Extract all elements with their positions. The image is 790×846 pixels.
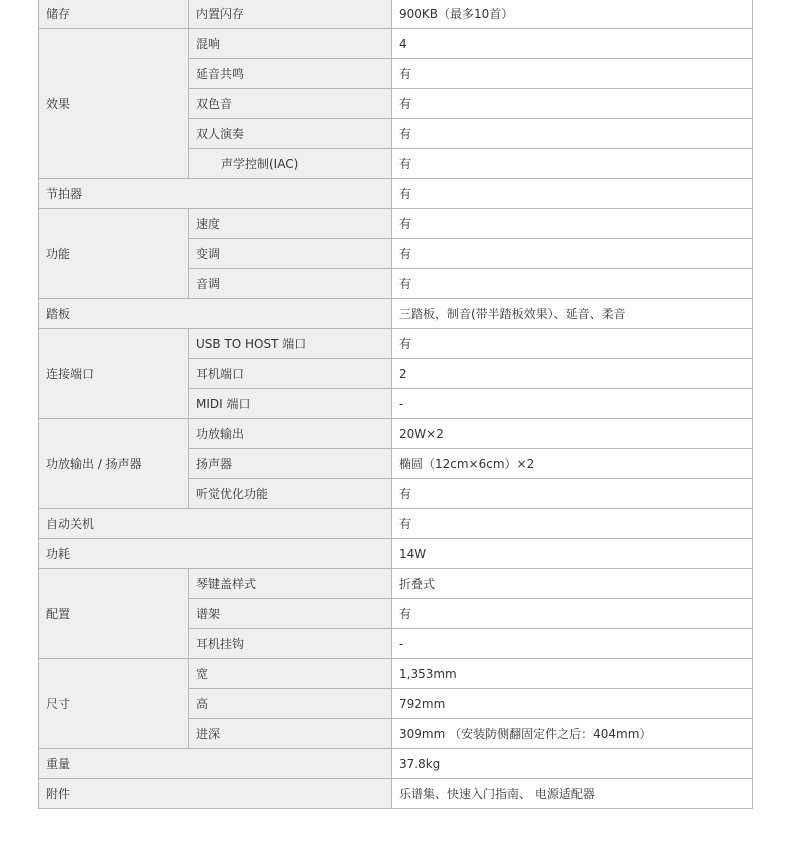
spec-value-cell: -	[392, 389, 753, 419]
spec-value-cell: 椭圆（12cm×6cm）×2	[392, 449, 753, 479]
spec-value-cell: 有	[392, 269, 753, 299]
spec-name-cell: MIDI 端口	[189, 389, 392, 419]
category-cell: 重量	[39, 749, 392, 779]
spec-name-cell: 延音共鸣	[189, 59, 392, 89]
spec-name-cell: USB TO HOST 端口	[189, 329, 392, 359]
spec-table	[38, 0, 753, 809]
spec-name-cell: 宽	[189, 659, 392, 689]
spec-value-cell: 20W×2	[392, 419, 753, 449]
spec-value-cell: 有	[392, 599, 753, 629]
category-cell: 功能	[39, 209, 189, 299]
spec-value-cell: 乐谱集、快速入门指南、 电源适配器	[392, 779, 753, 809]
category-cell: 配置	[39, 569, 189, 659]
spec-value-cell: 有	[392, 179, 753, 209]
spec-value-cell: 有	[392, 509, 753, 539]
spec-name-cell: 变调	[189, 239, 392, 269]
table-row	[39, 329, 753, 359]
spec-value-cell: 有	[392, 119, 753, 149]
spec-value-cell: 309mm （安装防侧翻固定件之后：404mm）	[392, 719, 753, 749]
table-row	[39, 419, 753, 449]
category-cell: 功放输出 / 扬声器	[39, 419, 189, 509]
category-cell: 节拍器	[39, 179, 392, 209]
table-row	[39, 569, 753, 599]
spec-table-body	[39, 0, 753, 809]
spec-value-cell: 792mm	[392, 689, 753, 719]
spec-name-cell: 音调	[189, 269, 392, 299]
spec-value-cell: 2	[392, 359, 753, 389]
category-cell: 储存	[39, 0, 189, 29]
spec-value-cell: 37.8kg	[392, 749, 753, 779]
spec-value-cell: 有	[392, 479, 753, 509]
spec-name-cell: 双色音	[189, 89, 392, 119]
table-row	[39, 0, 753, 29]
spec-value-cell: 有	[392, 209, 753, 239]
spec-name-cell: 双人演奏	[189, 119, 392, 149]
spec-value-cell: 有	[392, 329, 753, 359]
spec-name-cell: 扬声器	[189, 449, 392, 479]
spec-value-cell: 折叠式	[392, 569, 753, 599]
spec-name-cell: 琴键盖样式	[189, 569, 392, 599]
table-row	[39, 299, 753, 329]
table-row	[39, 29, 753, 59]
table-row	[39, 179, 753, 209]
spec-value-cell: 有	[392, 89, 753, 119]
category-cell: 功耗	[39, 539, 392, 569]
spec-value-cell: 14W	[392, 539, 753, 569]
spec-value-cell: -	[392, 629, 753, 659]
category-cell: 连接端口	[39, 329, 189, 419]
spec-value-cell: 900KB（最多10首）	[392, 0, 753, 29]
spec-name-cell: 耳机端口	[189, 359, 392, 389]
spec-name-cell: 内置闪存	[189, 0, 392, 29]
spec-value-cell: 有	[392, 239, 753, 269]
spec-name-cell: 混响	[189, 29, 392, 59]
spec-name-cell: 谱架	[189, 599, 392, 629]
spec-name-cell: 耳机挂钩	[189, 629, 392, 659]
spec-name-cell: 速度	[189, 209, 392, 239]
spec-name-cell: 高	[189, 689, 392, 719]
spec-value-cell: 三踏板，制音(带半踏板效果）、延音、柔音	[392, 299, 753, 329]
category-cell: 踏板	[39, 299, 392, 329]
category-cell: 尺寸	[39, 659, 189, 749]
spec-name-cell: 听觉优化功能	[189, 479, 392, 509]
spec-name-cell: 功放输出	[189, 419, 392, 449]
table-row	[39, 539, 753, 569]
spec-value-cell: 有	[392, 149, 753, 179]
spec-value-cell: 4	[392, 29, 753, 59]
table-row	[39, 509, 753, 539]
spec-value-cell: 有	[392, 59, 753, 89]
table-row	[39, 779, 753, 809]
table-row	[39, 659, 753, 689]
category-cell: 效果	[39, 29, 189, 179]
table-row	[39, 209, 753, 239]
category-cell: 附件	[39, 779, 392, 809]
spec-name-cell: 进深	[189, 719, 392, 749]
spec-name-cell: 声学控制(IAC)	[189, 149, 392, 179]
spec-value-cell: 1,353mm	[392, 659, 753, 689]
category-cell: 自动关机	[39, 509, 392, 539]
table-row	[39, 749, 753, 779]
